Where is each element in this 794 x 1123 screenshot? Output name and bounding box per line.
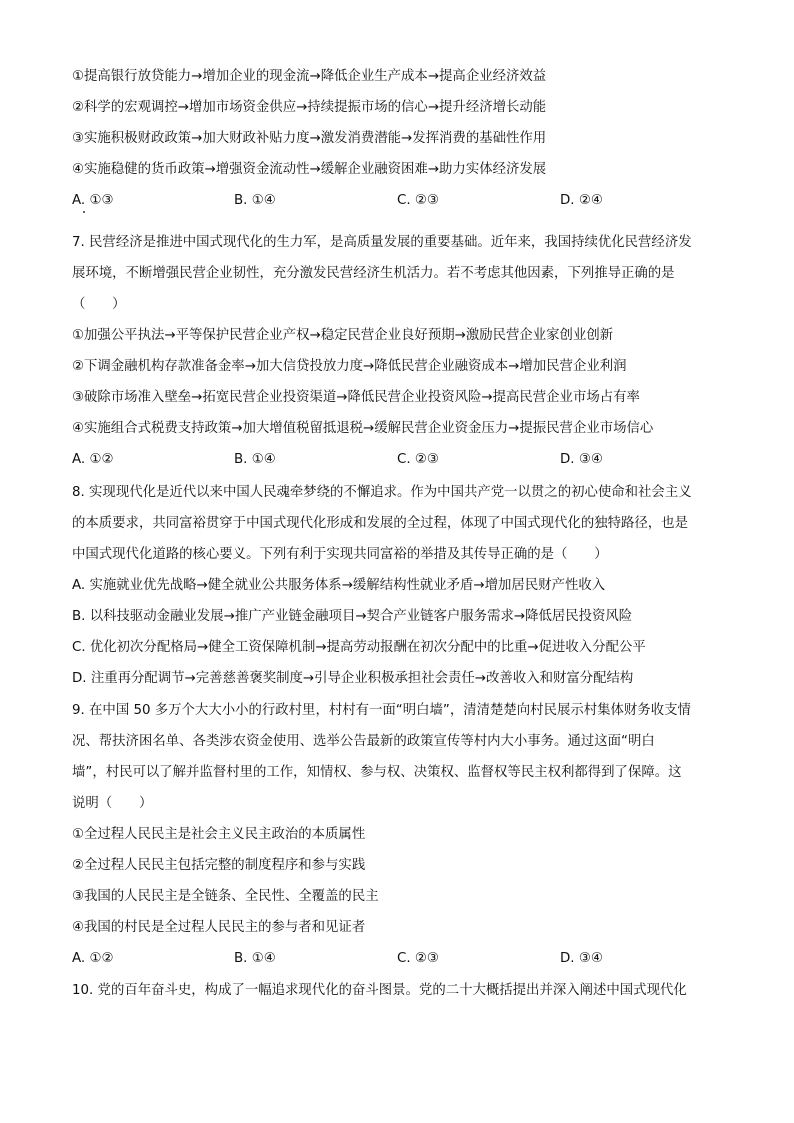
q9-stem-line-1: 9. 在中国 50 多万个大大小小的行政村里，村村有一面“明白墙”，清清楚楚向村民展示村集体财务收支情 [72, 703, 691, 718]
q9-option-d[interactable]: D. ③④ [560, 951, 603, 966]
q7-stem-line-3: （ ） [72, 297, 126, 312]
q6-option-c[interactable]: C. ②③ [397, 193, 439, 208]
q6-item-3: ③实施积极财政政策→加大财政补贴力度→激发消费潜能→发挥消费的基础性作用 [72, 131, 547, 146]
q7-options [72, 450, 722, 470]
q7-stem-line-1: 7. 民营经济是推进中国式现代化的生力军，是高质量发展的重要基础。近年来，我国持续优化民营经济发 [72, 235, 692, 250]
q7-option-a[interactable]: A. ①② [72, 452, 114, 467]
q7-item-4: ④实施组合式税费支持政策→加大增值税留抵退税→缓解民营企业资金压力→提振民营企业市场信心 [72, 421, 654, 436]
q6-option-a[interactable]: A. ①③ [72, 193, 114, 208]
q7-item-3: ③破除市场准入壁垒→拓宽民营企业投资渠道→降低民营企业投资风险→提高民营企业市场占有率 [72, 390, 640, 405]
stray-mark [83, 211, 85, 213]
q9-item-2: ②全过程人民民主包括完整的制度程序和参与实践 [72, 858, 366, 873]
q7-item-2: ②下调金融机构存款准备金率→加大信贷投放力度→降低民营企业融资成本→增加民营企业利润 [72, 359, 627, 374]
q7-stem-line-2: 展环境，不断增强民营企业韧性，充分激发民营经济生机活力。若不考虑其他因素，下列推导正确的是 [72, 266, 675, 281]
q9-stem-line-3: 墙”，村民可以了解并监督村里的工作，知情权、参与权、决策权、监督权等民主权利都得到了保障。这 [72, 765, 682, 780]
q9-item-1: ①全过程人民民主是社会主义民主政治的本质属性 [72, 827, 366, 842]
q6-item-4: ④实施稳健的货币政策→增强资金流动性→缓解企业融资困难→助力实体经济发展 [72, 162, 547, 177]
q8-option-b[interactable]: B. 以科技驱动金融业发展→推广产业链金融项目→契合产业链客户服务需求→降低居民投资风险 [72, 609, 633, 624]
q9-item-3: ③我国的人民民主是全链条、全民性、全覆盖的民主 [72, 889, 379, 904]
q8-option-c[interactable]: C. 优化初次分配格局→健全工资保障机制→提高劳动报酬在初次分配中的比重→促进收入分配公平 [72, 640, 646, 655]
q8-stem-line-2: 的本质要求，共同富裕贯穿于中国式现代化形成和发展的全过程，体现了中国式现代化的独特路径，也是 [72, 516, 688, 531]
q9-options [72, 949, 722, 969]
q8-option-d[interactable]: D. 注重再分配调节→完善慈善褒奖制度→引导企业积极承担社会责任→改善收入和财富分配结构 [72, 671, 634, 686]
q7-option-d[interactable]: D. ③④ [560, 452, 603, 467]
q9-item-4: ④我国的村民是全过程人民民主的参与者和见证者 [72, 920, 366, 935]
q8-option-a[interactable]: A. 实施就业优先战略→健全就业公共服务体系→缓解结构性就业矛盾→增加居民财产性收入 [72, 578, 606, 593]
q8-stem-line-1: 8. 实现现代化是近代以来中国人民魂牵梦绕的不懈追求。作为中国共产党一以贯之的初心使命和社会主义 [72, 485, 692, 500]
q9-option-c[interactable]: C. ②③ [397, 951, 439, 966]
q6-item-2: ②科学的宏观调控→增加市场资金供应→持续提振市场的信心→提升经济增长动能 [72, 100, 547, 115]
q7-option-c[interactable]: C. ②③ [397, 452, 439, 467]
q6-item-1: ①提高银行放贷能力→增加企业的现金流→降低企业生产成本→提高企业经济效益 [72, 69, 547, 84]
q9-stem-line-2: 况、帮扶济困名单、各类涉农资金使用、选举公告最新的政策宣传等村内大小事务。通过这面“明白 [72, 734, 655, 749]
q9-stem-line-4: 说明（ ） [72, 796, 153, 811]
q6-options [72, 191, 722, 211]
q6-option-d[interactable]: D. ②④ [560, 193, 603, 208]
q9-option-b[interactable]: B. ①④ [234, 951, 276, 966]
q7-option-b[interactable]: B. ①④ [234, 452, 276, 467]
q6-option-b[interactable]: B. ①④ [234, 193, 276, 208]
q10-stem-line-1: 10. 党的百年奋斗史，构成了一幅追求现代化的奋斗图景。党的二十大概括提出并深入阐述中国式现代化 [72, 983, 687, 998]
q8-stem-line-3: 中国式现代化道路的核心要义。下列有利于实现共同富裕的举措及其传导正确的是（ ） [72, 547, 608, 562]
q7-item-1: ①加强公平执法→平等保护民营企业产权→稳定民营企业良好预期→激励民营企业家创业创新 [72, 328, 614, 343]
q9-option-a[interactable]: A. ①② [72, 951, 114, 966]
